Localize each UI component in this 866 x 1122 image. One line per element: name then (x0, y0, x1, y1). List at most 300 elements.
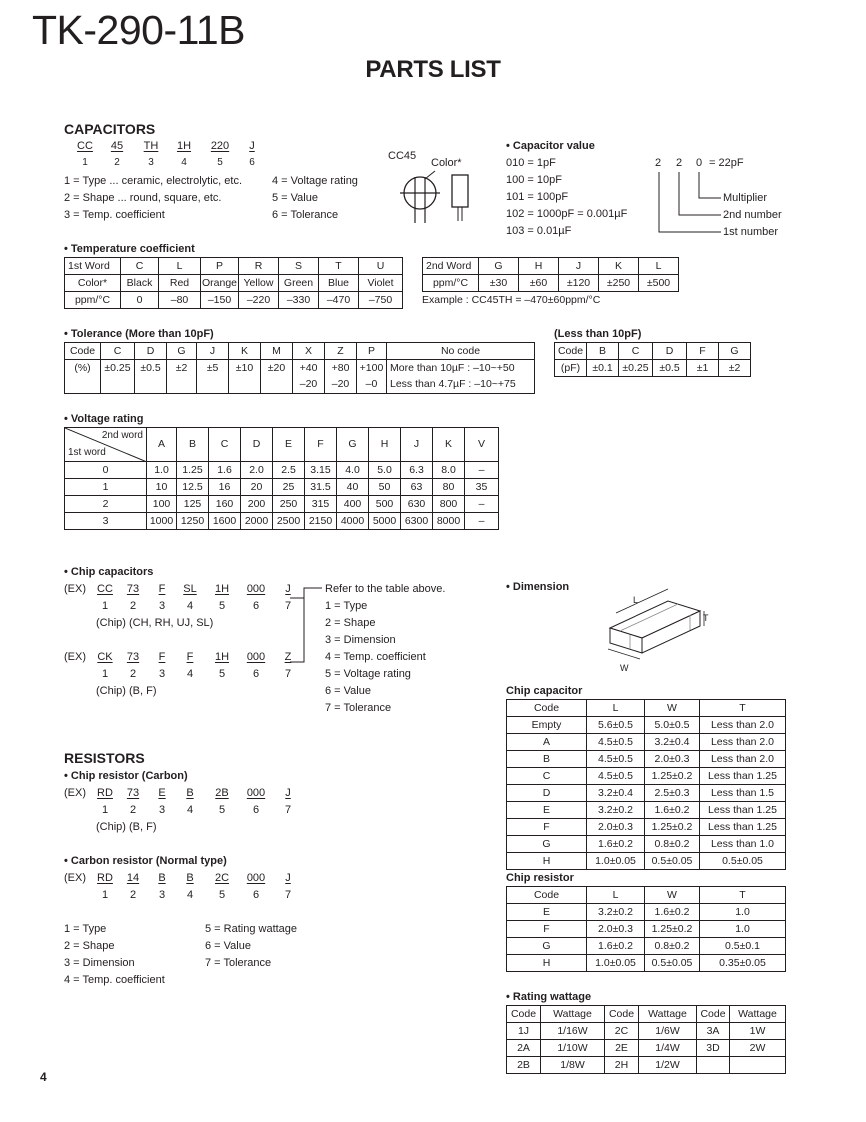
table-row (507, 904, 786, 921)
table-cell: G (167, 343, 197, 360)
table-cell: +80 (325, 360, 357, 377)
table-cell: 8000 (433, 513, 465, 530)
second-number-label: 2nd number (723, 209, 782, 221)
table-cell (730, 1057, 786, 1074)
table-cell: D (653, 343, 687, 360)
code-number: 7 (284, 600, 292, 612)
table-cell: ±30 (479, 275, 519, 292)
table-cell: A (507, 734, 587, 751)
table-cell: Code (507, 700, 587, 717)
table-cell: –20 (293, 377, 325, 394)
table-cell: L (587, 700, 645, 717)
code-number: 5 (218, 804, 226, 816)
table-cell: 1/4W (639, 1040, 697, 1057)
table-cell: C (507, 768, 587, 785)
table-cell: 250 (273, 496, 305, 513)
table-cell: G (337, 428, 369, 462)
table-cell: 2E (605, 1040, 639, 1057)
code-part: 73 (126, 787, 140, 799)
chip-legend-line: 5 = Voltage rating (325, 668, 411, 680)
table-cell: F (507, 819, 587, 836)
table-cell: 1.0 (147, 462, 177, 479)
table-cell: Z (325, 343, 357, 360)
table-row (65, 462, 499, 479)
table-cell: – (465, 496, 499, 513)
table-cell: Less than 1.25 (700, 768, 786, 785)
code-number: 4 (186, 804, 194, 816)
table-cell: G (507, 836, 587, 853)
table-cell: 3.2±0.4 (645, 734, 700, 751)
table-cell: Code (555, 343, 587, 360)
dim-label-w: W (620, 663, 629, 673)
table-cell: Code (65, 343, 101, 360)
table-row (65, 479, 499, 496)
table-cell: ±20 (261, 360, 293, 394)
code-part: CK (97, 651, 113, 663)
table-cell: 31.5 (305, 479, 337, 496)
table-cell: 3.2±0.4 (587, 785, 645, 802)
table-cell: 1.6 (209, 462, 241, 479)
table-cell: U (359, 258, 403, 275)
table-cell: K (599, 258, 639, 275)
table-cell: J (559, 258, 599, 275)
table-row (555, 360, 751, 377)
table-cell: – (465, 462, 499, 479)
code-part: 73 (126, 651, 140, 663)
chip-cap-note-2: (Chip) (B, F) (96, 685, 157, 697)
legend-line: 2 = Shape ... round, square, etc. (64, 192, 222, 204)
table-cell: L (587, 887, 645, 904)
table-cell: 1250 (177, 513, 209, 530)
cap-value-line: 103 = 0.01µF (506, 225, 572, 237)
table-cell: –80 (159, 292, 201, 309)
chip-legend-line: Refer to the table above. (325, 583, 446, 595)
table-row (423, 258, 679, 275)
legend-line: 1 = Type ... ceramic, electrolytic, etc. (64, 175, 243, 187)
table-cell: 5.6±0.5 (587, 717, 645, 734)
code-part: 45 (110, 140, 124, 152)
code-number: 2 (129, 600, 137, 612)
table-row (507, 938, 786, 955)
table-cell: 3.2±0.2 (587, 802, 645, 819)
table-cell: 2.5±0.3 (645, 785, 700, 802)
legend-line: 3 = Temp. coefficient (64, 209, 165, 221)
table-cell: ±0.1 (587, 360, 619, 377)
table-cell: 4.5±0.5 (587, 768, 645, 785)
small-tolerance-heading: (Less than 10pF) (554, 328, 642, 340)
chip-resistor-heading: • Chip resistor (Carbon) (64, 770, 188, 782)
table-cell: F (305, 428, 337, 462)
code-part: B (186, 787, 194, 799)
table-cell: P (201, 258, 239, 275)
temp-coef-heading: • Temperature coefficient (64, 243, 195, 255)
table-cell: 0.5±0.05 (645, 955, 700, 972)
multiplier-label: Multiplier (723, 192, 768, 204)
table-cell: V (465, 428, 499, 462)
chip-cap-note-1: (Chip) (CH, RH, UJ, SL) (96, 617, 214, 629)
tolerance-heading: • Tolerance (More than 10pF) (64, 328, 214, 340)
table-cell: 1.0±0.05 (587, 853, 645, 870)
code-number: 6 (252, 804, 260, 816)
table-cell: K (433, 428, 465, 462)
code-number: 2 (129, 889, 137, 901)
table-cell: 1.0 (700, 921, 786, 938)
chip-res-table (506, 886, 786, 972)
table-cell: ±10 (229, 360, 261, 394)
table-row (507, 751, 786, 768)
chip-cap-code-numbers-1 (92, 600, 304, 613)
table-cell: C (121, 258, 159, 275)
table-cell: M (261, 343, 293, 360)
table-cell: B (507, 751, 587, 768)
code-number: 6 (249, 157, 255, 168)
temp-coef-table-1 (64, 257, 403, 309)
resistor-code-numbers-2 (92, 889, 304, 902)
table-cell: G (479, 258, 519, 275)
dim-label-l: L (633, 595, 639, 605)
capacitor-figure (395, 165, 480, 227)
table-cell: 0.5±0.05 (645, 853, 700, 870)
table-cell: 2150 (305, 513, 337, 530)
table-cell: 0.8±0.2 (645, 938, 700, 955)
chip-legend-line: 3 = Dimension (325, 634, 396, 646)
table-cell: Less than 2.0 (700, 717, 786, 734)
example-digit: 2 (655, 157, 662, 169)
example-digit: 0 (696, 157, 703, 169)
table-cell: Less than 1.25 (700, 802, 786, 819)
code-part: 1H (214, 651, 230, 663)
resistor-legend-line: 2 = Shape (64, 940, 115, 952)
cap-value-line: 102 = 1000pF = 0.001µF (506, 208, 628, 220)
table-cell (697, 1057, 730, 1074)
table-cell: 1/8W (541, 1057, 605, 1074)
table-cell: ±0.25 (619, 360, 653, 377)
table-cell: 160 (209, 496, 241, 513)
code-part: B (158, 872, 166, 884)
table-cell: 3 (65, 513, 147, 530)
code-number: 7 (284, 804, 292, 816)
chip-cap-bracket (288, 586, 324, 666)
table-cell: Blue (319, 275, 359, 292)
code-part: F (158, 583, 166, 595)
table-cell: 12.5 (177, 479, 209, 496)
code-number: 6 (252, 600, 260, 612)
code-number: 5 (218, 600, 226, 612)
table-cell: D (135, 343, 167, 360)
code-number: 6 (252, 889, 260, 901)
table-cell: 0 (121, 292, 159, 309)
cap-value-line: 100 = 10pF (506, 174, 562, 186)
code-part: SL (183, 583, 197, 595)
code-number: 1 (101, 804, 109, 816)
table-cell: J (197, 343, 229, 360)
table-cell: H (369, 428, 401, 462)
table-cell: 2A (507, 1040, 541, 1057)
code-part: 73 (126, 583, 140, 595)
table-row (507, 1023, 786, 1040)
code-part: J (285, 583, 291, 595)
cap-value-line: 101 = 100pF (506, 191, 569, 203)
table-cell: 125 (177, 496, 209, 513)
table-cell: Code (605, 1006, 639, 1023)
chip-cap-code-numbers-2 (92, 668, 304, 681)
table-cell: 2B (507, 1057, 541, 1074)
table-cell: W (645, 700, 700, 717)
cc45-label: CC45 (388, 150, 417, 162)
code-part: J (285, 872, 291, 884)
code-part: 000 (246, 787, 266, 799)
code-number: 2 (129, 804, 137, 816)
table-cell: –330 (279, 292, 319, 309)
code-part: J (285, 787, 291, 799)
table-cell: 315 (305, 496, 337, 513)
table-cell: H (519, 258, 559, 275)
table-cell: P (357, 343, 387, 360)
table-cell: 400 (337, 496, 369, 513)
table-cell: 5000 (369, 513, 401, 530)
table-cell: ±500 (639, 275, 679, 292)
table-cell: ppm/°C (423, 275, 479, 292)
table-cell: Less than 1.5 (700, 785, 786, 802)
table-row (507, 717, 786, 734)
table-row (423, 275, 679, 292)
table-cell: 3D (697, 1040, 730, 1057)
table-cell: 100 (147, 496, 177, 513)
table-cell: 2nd Word (423, 258, 479, 275)
resistor-legend-line: 4 = Temp. coefficient (64, 974, 165, 986)
table-cell: (%) (65, 360, 101, 394)
table-cell: E (507, 904, 587, 921)
carbon-resistor-heading: • Carbon resistor (Normal type) (64, 855, 227, 867)
table-cell: Green (279, 275, 319, 292)
table-cell: Less than 2.0 (700, 734, 786, 751)
ex-label: (EX) (64, 787, 86, 799)
table-cell: 4.0 (337, 462, 369, 479)
color-label: Color* (431, 157, 462, 169)
table-row (507, 734, 786, 751)
table-row (507, 836, 786, 853)
code-part: F (186, 651, 194, 663)
code-part: J (249, 140, 255, 152)
table-cell: E (507, 802, 587, 819)
table-cell: 2.5 (273, 462, 305, 479)
table-cell: 2H (605, 1057, 639, 1074)
code-number: 1 (101, 889, 109, 901)
table-row (65, 428, 499, 462)
code-part: 220 (210, 140, 230, 152)
table-cell: 2C (605, 1023, 639, 1040)
table-cell: Wattage (541, 1006, 605, 1023)
table-row (507, 1040, 786, 1057)
code-part: 2C (214, 872, 230, 884)
voltage-table (64, 427, 499, 530)
table-cell: 40 (337, 479, 369, 496)
table-cell: 630 (401, 496, 433, 513)
table-cell: – (465, 513, 499, 530)
code-part: RD (97, 872, 113, 884)
table-cell: ±2 (167, 360, 197, 394)
table-cell: F (507, 921, 587, 938)
table-cell: G (507, 938, 587, 955)
table-cell: 2 (65, 496, 147, 513)
table-cell: Code (507, 887, 587, 904)
chip-legend-line: 1 = Type (325, 600, 368, 612)
table-row (507, 768, 786, 785)
table-cell: J (401, 428, 433, 462)
code-number: 4 (186, 668, 194, 680)
code-number: 1 (101, 668, 109, 680)
table-cell: Wattage (730, 1006, 786, 1023)
table-row (65, 360, 535, 377)
table-cell: ±0.5 (653, 360, 687, 377)
table-cell: 1/2W (639, 1057, 697, 1074)
table-cell: ±0.25 (101, 360, 135, 394)
table-cell: –150 (201, 292, 239, 309)
code-number: 7 (284, 668, 292, 680)
table-cell: H (507, 955, 587, 972)
code-number: 4 (186, 889, 194, 901)
table-cell: 0 (65, 462, 147, 479)
table-cell: Less than 1.25 (700, 819, 786, 836)
table-cell: C (101, 343, 135, 360)
code-part: F (158, 651, 166, 663)
table-cell: 2.0±0.3 (587, 819, 645, 836)
table-row (507, 819, 786, 836)
chip-legend-line: 4 = Temp. coefficient (325, 651, 426, 663)
table-cell: Code (507, 1006, 541, 1023)
code-part: TH (143, 140, 159, 152)
example-digit: 2 (676, 157, 683, 169)
table-row (507, 785, 786, 802)
small-tolerance-table (554, 342, 751, 377)
table-cell: L (159, 258, 201, 275)
table-cell: Wattage (639, 1006, 697, 1023)
table-row (507, 853, 786, 870)
example-result: = 22pF (709, 157, 744, 169)
table-cell: 6.3 (401, 462, 433, 479)
ex-label: (EX) (64, 872, 86, 884)
code-part: CC (77, 140, 93, 152)
table-cell: Less than 4.7µF : –10~+75 (387, 377, 535, 394)
table-cell: 4.5±0.5 (587, 751, 645, 768)
code-part: 14 (126, 872, 140, 884)
table-cell: 0.8±0.2 (645, 836, 700, 853)
table-cell: 0.5±0.1 (700, 938, 786, 955)
tolerance-table (64, 342, 535, 394)
code-part: E (158, 787, 166, 799)
legend-line: 5 = Value (272, 192, 318, 204)
table-row (65, 292, 403, 309)
table-cell: 1.6±0.2 (587, 836, 645, 853)
resistor-legend-line: 5 = Rating wattage (205, 923, 298, 935)
resistor-legend-line: 1 = Type (64, 923, 107, 935)
table-cell: D (507, 785, 587, 802)
code-number: 3 (158, 804, 166, 816)
table-cell: S (279, 258, 319, 275)
table-cell: T (700, 887, 786, 904)
table-row (65, 513, 499, 530)
code-part: CC (97, 583, 113, 595)
voltage-corner-cell (65, 428, 147, 462)
table-cell: ±5 (197, 360, 229, 394)
table-cell: 2.0±0.3 (587, 921, 645, 938)
resistor-note-1: (Chip) (B, F) (96, 821, 157, 833)
table-cell: Less than 1.0 (700, 836, 786, 853)
table-cell: D (241, 428, 273, 462)
dim-label-t: T (703, 613, 709, 623)
table-cell: +40 (293, 360, 325, 377)
table-cell: 4.5±0.5 (587, 734, 645, 751)
chip-legend-line: 2 = Shape (325, 617, 376, 629)
capacitor-code (70, 140, 264, 153)
code-number: 3 (158, 668, 166, 680)
chip-cap-code-2 (92, 651, 304, 664)
code-number: 7 (284, 889, 292, 901)
code-number: 3 (158, 889, 166, 901)
table-row (65, 496, 499, 513)
table-cell: No code (387, 343, 535, 360)
cap-value-heading: • Capacitor value (506, 140, 595, 152)
table-cell: Yellow (239, 275, 279, 292)
table-cell: 500 (369, 496, 401, 513)
table-cell: ±2 (719, 360, 751, 377)
table-row (507, 802, 786, 819)
table-cell: 10 (147, 479, 177, 496)
code-part: 1H (214, 583, 230, 595)
table-cell: Violet (359, 275, 403, 292)
dimension-heading: • Dimension (506, 581, 570, 593)
table-cell: –750 (359, 292, 403, 309)
table-cell: 1J (507, 1023, 541, 1040)
voltage-table-wrap (64, 427, 498, 529)
table-cell: 1.25±0.2 (645, 921, 700, 938)
table-cell: 1.25 (177, 462, 209, 479)
table-cell: –0 (357, 377, 387, 394)
table-row (507, 921, 786, 938)
temp-coef-table-2 (422, 257, 679, 292)
table-row (507, 887, 786, 904)
code-part: 1H (176, 140, 192, 152)
table-cell: R (239, 258, 279, 275)
table-cell: 1/6W (639, 1023, 697, 1040)
code-number: 5 (217, 157, 223, 168)
code-number: 2 (114, 157, 120, 168)
table-cell: 25 (273, 479, 305, 496)
table-cell: ±0.5 (135, 360, 167, 394)
code-number: 3 (148, 157, 154, 168)
table-cell: –20 (325, 377, 357, 394)
table-row (65, 275, 403, 292)
table-cell: 1000 (147, 513, 177, 530)
table-cell: K (229, 343, 261, 360)
code-number: 4 (181, 157, 187, 168)
table-row (555, 343, 751, 360)
table-cell: Empty (507, 717, 587, 734)
table-cell: 1.25±0.2 (645, 819, 700, 836)
table-cell: 800 (433, 496, 465, 513)
table-cell: 3.2±0.2 (587, 904, 645, 921)
table-row (65, 258, 403, 275)
table-cell: 2500 (273, 513, 305, 530)
table-cell: 1.0±0.05 (587, 955, 645, 972)
table-cell: 2.0 (241, 462, 273, 479)
code-part: B (186, 872, 194, 884)
legend-line: 4 = Voltage rating (272, 175, 358, 187)
table-row (507, 700, 786, 717)
table-cell: A (147, 428, 177, 462)
cap-value-line: 010 = 1pF (506, 157, 556, 169)
table-cell: 1.6±0.2 (645, 802, 700, 819)
